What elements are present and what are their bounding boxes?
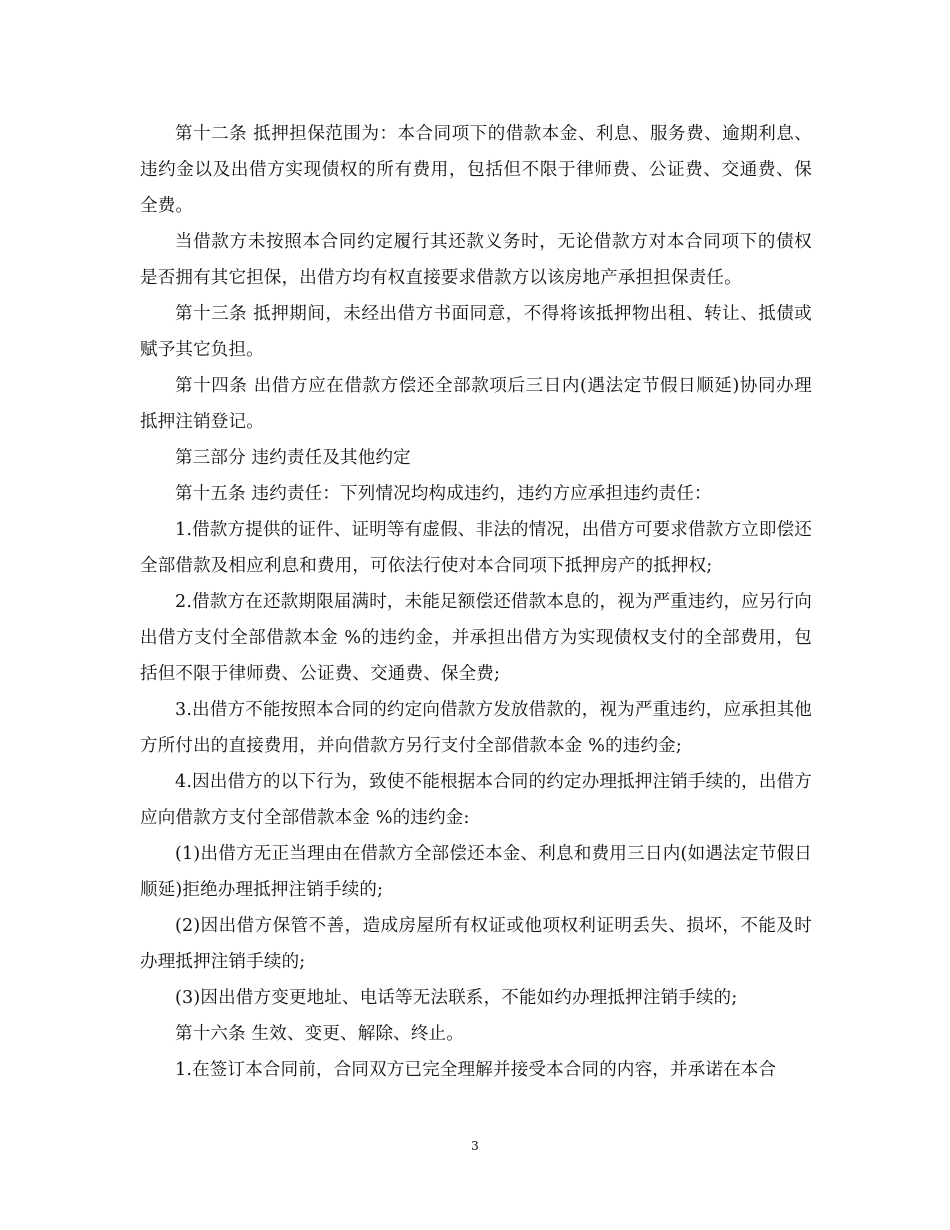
document-body (140, 116, 812, 1088)
sub-item-1: (1)出借方无正当理由在借款方全部偿还本金、利息和费用三日内(如遇法定节假日顺延)拒绝办理抵押注销手续的; (140, 844, 812, 900)
paragraph-guarantee-liability: 当借款方未按照本合同约定履行其还款义务时，无论借款方对本合同项下的债权是否拥有其它担保，出借方均有权直接要求借款方以该房地产承担担保责任。 (140, 232, 812, 288)
list-item-breach-4: 4.因出借方的以下行为，致使不能根据本合同的约定办理抵押注销手续的，出借方应向借款方支付全部借款本金 %的违约金: (140, 772, 812, 828)
paragraph-article-16: 第十六条 生效、变更、解除、终止。 (175, 1024, 464, 1044)
list-item-breach-1: 1.借款方提供的证件、证明等有虚假、非法的情况，出借方可要求借款方立即偿还全部借款及相应利息和费用，可依法行使对本合同项下抵押房产的抵押权; (140, 520, 812, 576)
paragraph-article-12: 第十二条 抵押担保范围为：本合同项下的借款本金、利息、服务费、逾期利息、违约金以及出借方实现债权的所有费用，包括但不限于律师费、公证费、交通费、保全费。 (140, 124, 812, 216)
list-item-breach-2: 2.借款方在还款期限届满时，未能足额偿还借款本息的，视为严重违约，应另行向出借方支付全部借款本金 %的违约金，并承担出借方为实现债权支付的全部费用，包括但不限于律师费、公证费、交通费、保全费; (140, 592, 812, 684)
section-heading-part-3: 第三部分 违约责任及其他约定 (175, 448, 411, 468)
sub-item-3: (3)因出借方变更地址、电话等无法联系，不能如约办理抵押注销手续的; (175, 988, 738, 1008)
list-item-effect-1: 1.在签订本合同前，合同双方已完全理解并接受本合同的内容，并承诺在本合 (175, 1060, 777, 1080)
sub-item-2: (2)因出借方保管不善，造成房屋所有权证或他项权利证明丢失、损坏，不能及时办理抵押注销手续的; (140, 916, 812, 972)
paragraph-article-15: 第十五条 违约责任：下列情况均构成违约，违约方应承担违约责任： (175, 484, 712, 504)
list-item-breach-3: 3.出借方不能按照本合同的约定向借款方发放借款的，视为严重违约，应承担其他方所付出的直接费用，并向借款方另行支付全部借款本金 %的违约金; (140, 700, 812, 756)
page-number: 3 (471, 1139, 479, 1153)
paragraph-article-14: 第十四条 出借方应在借款方偿还全部款项后三日内(遇法定节假日顺延)协同办理抵押注销登记。 (140, 376, 812, 432)
paragraph-article-13: 第十三条 抵押期间，未经出借方书面同意，不得将该抵押物出租、转让、抵债或赋予其它负担。 (140, 304, 812, 360)
